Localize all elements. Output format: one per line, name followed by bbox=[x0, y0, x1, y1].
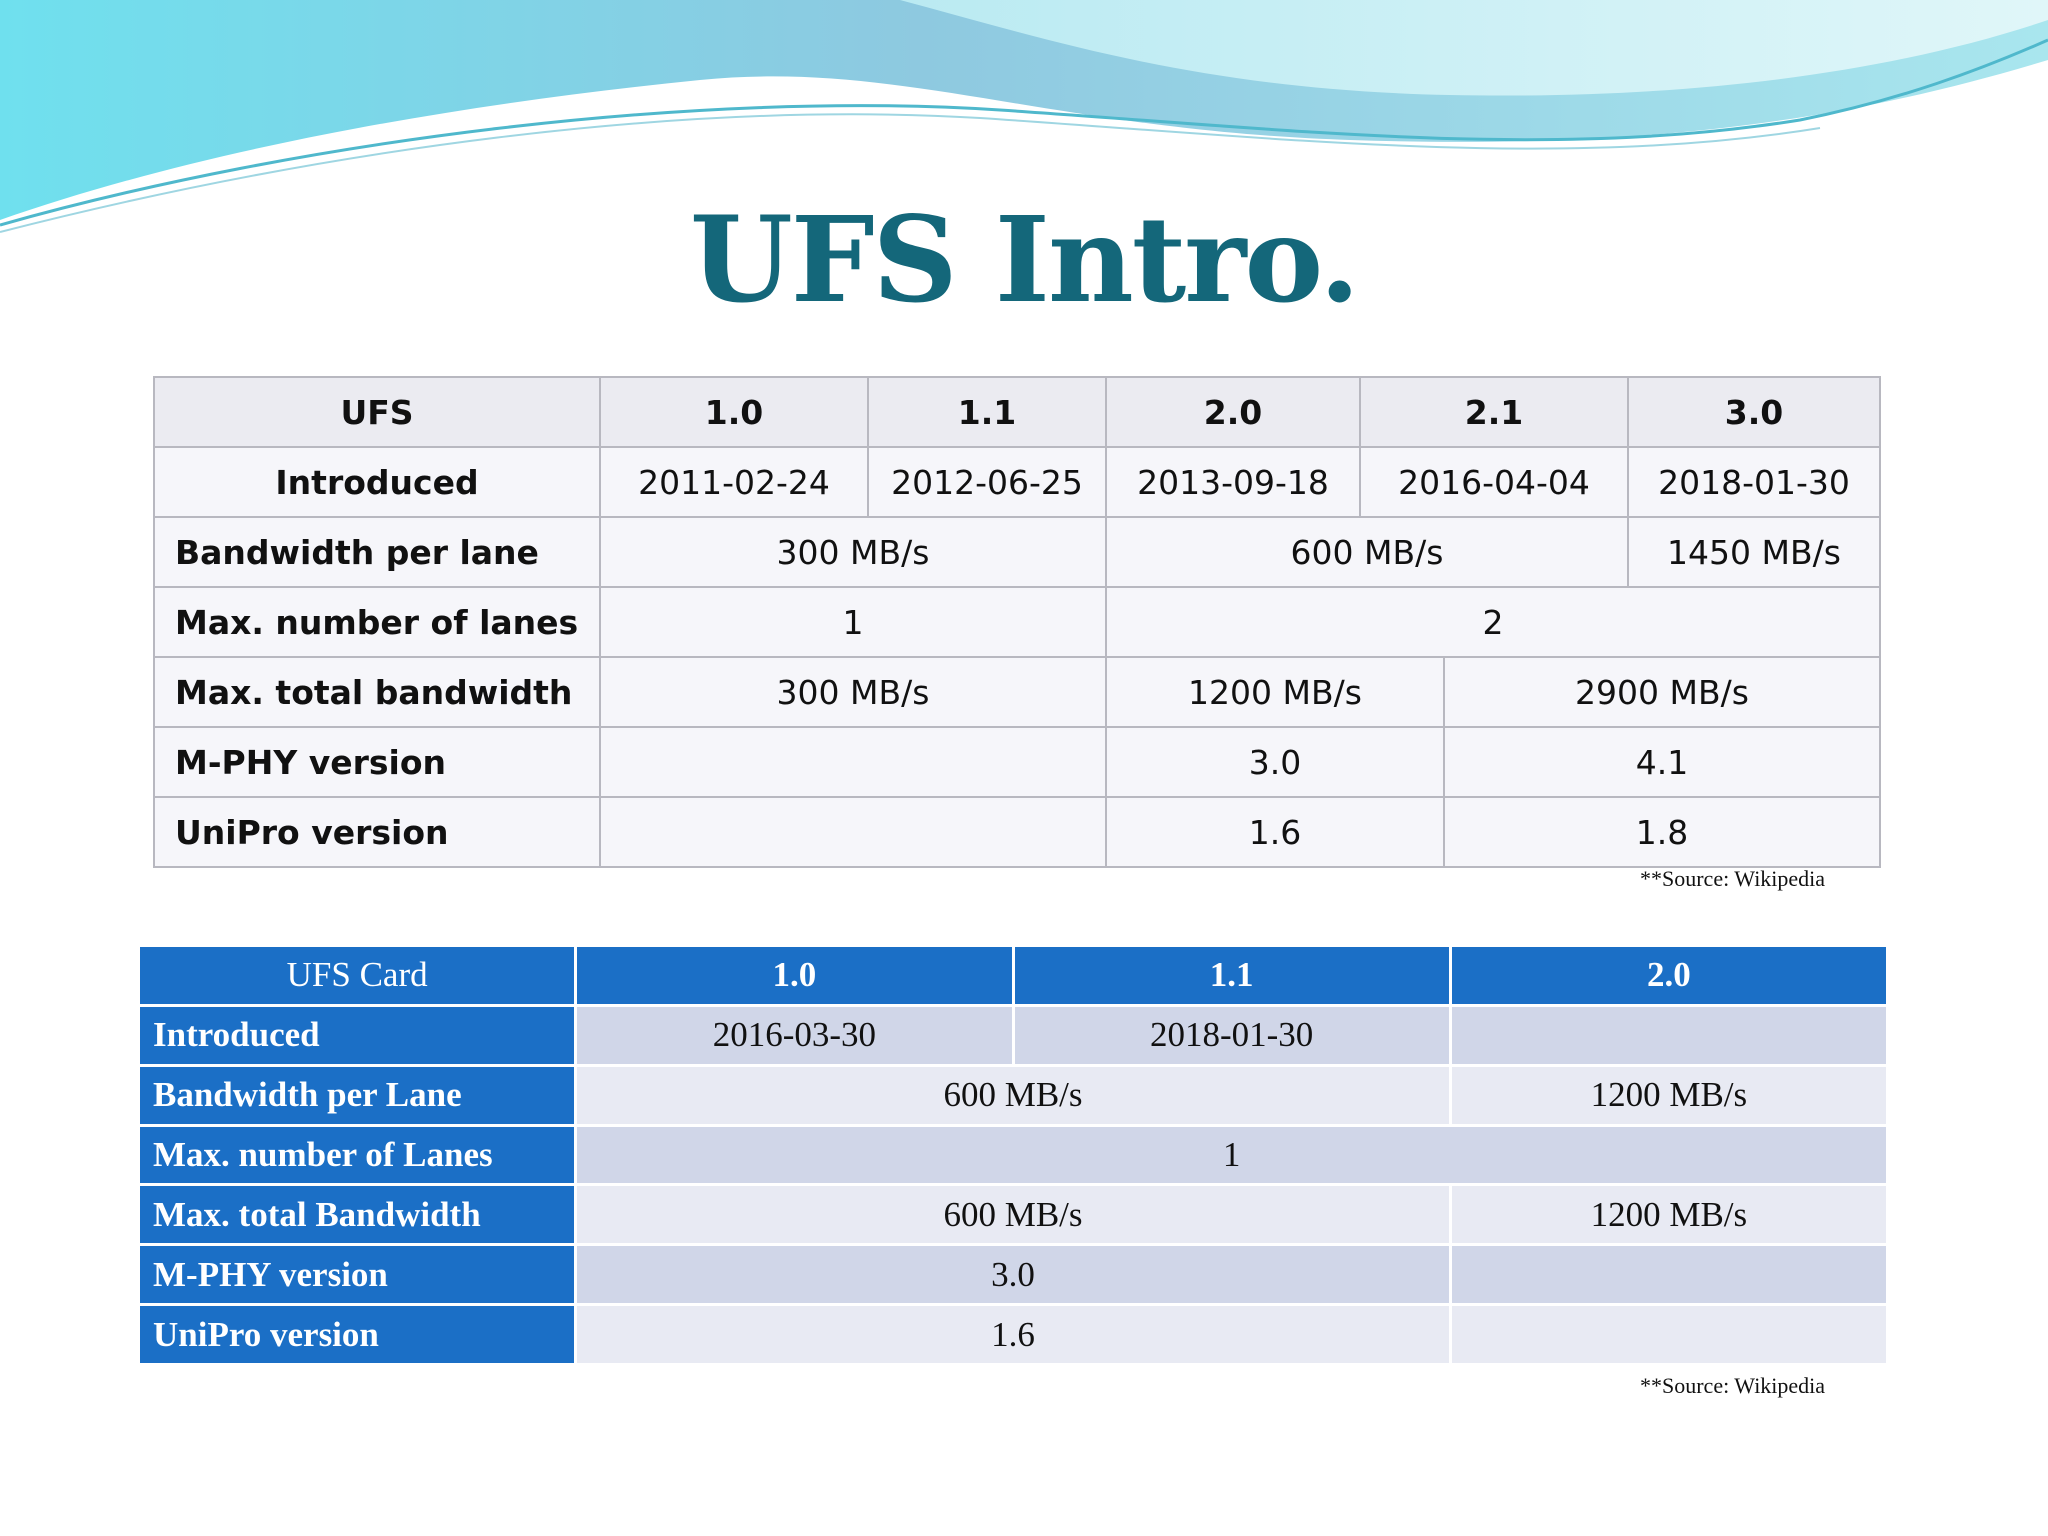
header-cell: 2.0 bbox=[1452, 947, 1886, 1004]
header-cell: UFS Card bbox=[140, 947, 574, 1004]
table-row bbox=[140, 1067, 1886, 1124]
ufs-versions-table bbox=[153, 376, 1881, 868]
header-cell: 1.1 bbox=[1015, 947, 1449, 1004]
table-cell: 1200 MB/s bbox=[1106, 657, 1444, 727]
table-cell: 3.0 bbox=[577, 1246, 1449, 1303]
table-row bbox=[140, 1186, 1886, 1243]
page-title: UFS Intro. bbox=[689, 190, 1359, 329]
row-label: Max. total bandwidth bbox=[154, 657, 600, 727]
table-cell: 1 bbox=[577, 1127, 1886, 1184]
table-cell: 1.8 bbox=[1444, 797, 1880, 867]
table-row bbox=[140, 1306, 1886, 1363]
source-note: **Source: Wikipedia bbox=[1640, 1373, 1826, 1398]
table-cell: 2018-01-30 bbox=[1628, 447, 1880, 517]
row-label: Bandwidth per lane bbox=[154, 517, 600, 587]
table-cell: 2018-01-30 bbox=[1015, 1007, 1449, 1064]
row-label: Max. number of lanes bbox=[154, 587, 600, 657]
table-cell bbox=[600, 727, 1106, 797]
table-cell: 2 bbox=[1106, 587, 1880, 657]
table-row bbox=[140, 1007, 1886, 1064]
table-cell: 600 MB/s bbox=[1106, 517, 1628, 587]
table-row bbox=[140, 1246, 1886, 1303]
source-note: **Source: Wikipedia bbox=[1640, 866, 1826, 891]
table-cell: 2900 MB/s bbox=[1444, 657, 1880, 727]
table-row bbox=[154, 447, 1880, 517]
table-cell: 300 MB/s bbox=[600, 517, 1106, 587]
table-cell: 1.6 bbox=[577, 1306, 1449, 1363]
table-row bbox=[154, 517, 1880, 587]
table-cell: 2013-09-18 bbox=[1106, 447, 1360, 517]
table-cell bbox=[600, 797, 1106, 867]
table-cell: 1200 MB/s bbox=[1452, 1067, 1886, 1124]
table-row bbox=[154, 797, 1880, 867]
header-cell: 2.1 bbox=[1360, 377, 1628, 447]
table-row bbox=[140, 1127, 1886, 1184]
row-label: Introduced bbox=[140, 1007, 574, 1064]
header-cell: 2.0 bbox=[1106, 377, 1360, 447]
header-cell: 3.0 bbox=[1628, 377, 1880, 447]
row-label: UniPro version bbox=[154, 797, 600, 867]
table-cell: 1 bbox=[600, 587, 1106, 657]
table-cell: 1450 MB/s bbox=[1628, 517, 1880, 587]
ufs-card-table bbox=[137, 944, 1889, 1366]
row-label: UniPro version bbox=[140, 1306, 574, 1363]
row-label: M-PHY version bbox=[140, 1246, 574, 1303]
row-label: Introduced bbox=[154, 447, 600, 517]
table-row bbox=[154, 587, 1880, 657]
table-cell bbox=[1452, 1306, 1886, 1363]
table-cell: 1.6 bbox=[1106, 797, 1444, 867]
table-cell: 4.1 bbox=[1444, 727, 1880, 797]
table-cell: 300 MB/s bbox=[600, 657, 1106, 727]
table-cell: 2011-02-24 bbox=[600, 447, 868, 517]
table-row bbox=[154, 657, 1880, 727]
table-header-row bbox=[154, 377, 1880, 447]
header-cell: UFS bbox=[154, 377, 600, 447]
table-cell: 1200 MB/s bbox=[1452, 1186, 1886, 1243]
table-cell: 2012-06-25 bbox=[868, 447, 1106, 517]
row-label: M-PHY version bbox=[154, 727, 600, 797]
header-cell: 1.0 bbox=[577, 947, 1011, 1004]
header-cell: 1.0 bbox=[600, 377, 868, 447]
header-cell: 1.1 bbox=[868, 377, 1106, 447]
table-cell: 3.0 bbox=[1106, 727, 1444, 797]
table-cell: 2016-04-04 bbox=[1360, 447, 1628, 517]
table-cell bbox=[1452, 1246, 1886, 1303]
table-cell: 600 MB/s bbox=[577, 1067, 1449, 1124]
table-header-row bbox=[140, 947, 1886, 1004]
table-cell: 600 MB/s bbox=[577, 1186, 1449, 1243]
row-label: Max. number of Lanes bbox=[140, 1127, 574, 1184]
table-cell: 2016-03-30 bbox=[577, 1007, 1011, 1064]
row-label: Max. total Bandwidth bbox=[140, 1186, 574, 1243]
row-label: Bandwidth per Lane bbox=[140, 1067, 574, 1124]
table-row bbox=[154, 727, 1880, 797]
table-cell bbox=[1452, 1007, 1886, 1064]
